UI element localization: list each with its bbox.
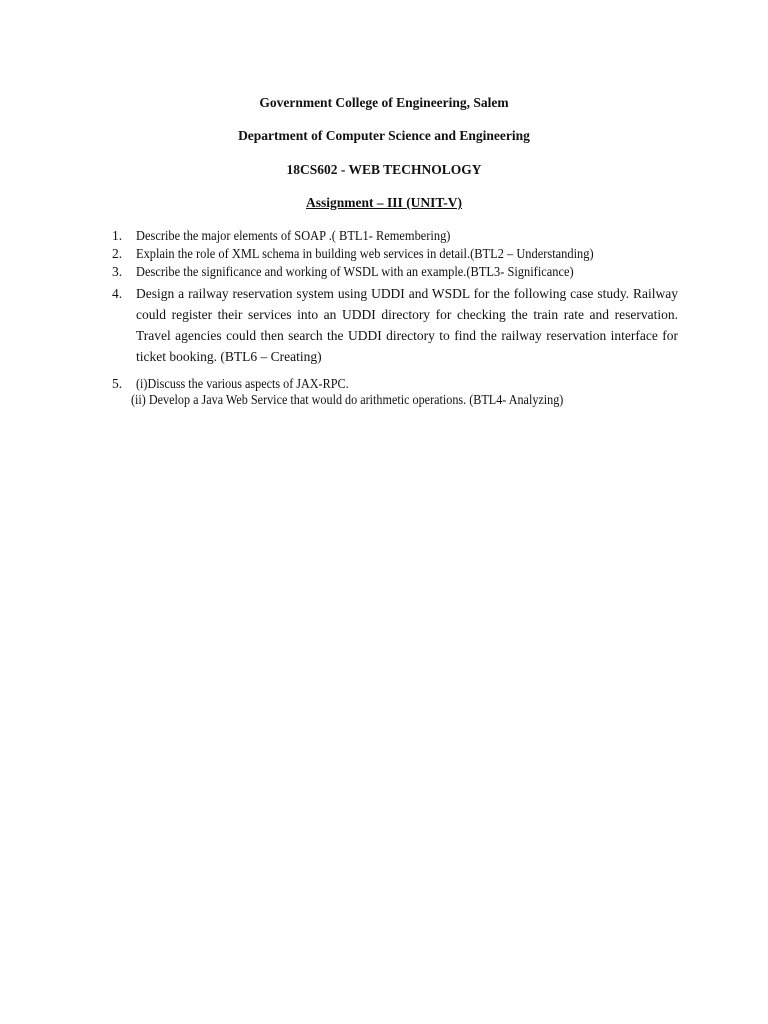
question-number: 1. (112, 228, 123, 243)
question-part-i: (i)Discuss the various aspects of JAX-RPC. (136, 376, 349, 391)
course-title: 18CS602 - WEB TECHNOLOGY (286, 162, 482, 177)
college-name: Government College of Engineering, Salem (259, 95, 509, 110)
question-text: Describe the major elements of SOAP .( BTL1- Remembering) (136, 228, 451, 243)
question-item (112, 228, 678, 244)
question-number: 3. (112, 264, 123, 279)
question-item (112, 264, 678, 280)
question-number: 4. (112, 286, 123, 301)
question-item (112, 376, 678, 408)
question-item (112, 246, 678, 262)
question-text: Explain the role of XML schema in building web services in detail.(BTL2 – Understanding) (136, 246, 594, 261)
question-item (112, 283, 678, 367)
question-part-ii: (ii) Develop a Java Web Service that would do arithmetic operations. (BTL4- Analyzing) (131, 392, 564, 407)
question-number: 2. (112, 246, 123, 261)
department-name: Department of Computer Science and Engineering (238, 128, 530, 143)
question-text: Design a railway reservation system using UDDI and WSDL for the following case study. Railway could register their services into an UDDI directory for checking the train rate and reservation. Travel agencies could then search the UDDI directory to find the railway reservation interface for ticket booking. (BTL6 – Creating) (136, 286, 678, 364)
question-list (112, 228, 678, 408)
assignment-title: Assignment – III (UNIT-V) (306, 195, 462, 210)
question-text: Describe the significance and working of WSDL with an example.(BTL3- Significance) (136, 264, 574, 279)
question-number: 5. (112, 376, 123, 391)
